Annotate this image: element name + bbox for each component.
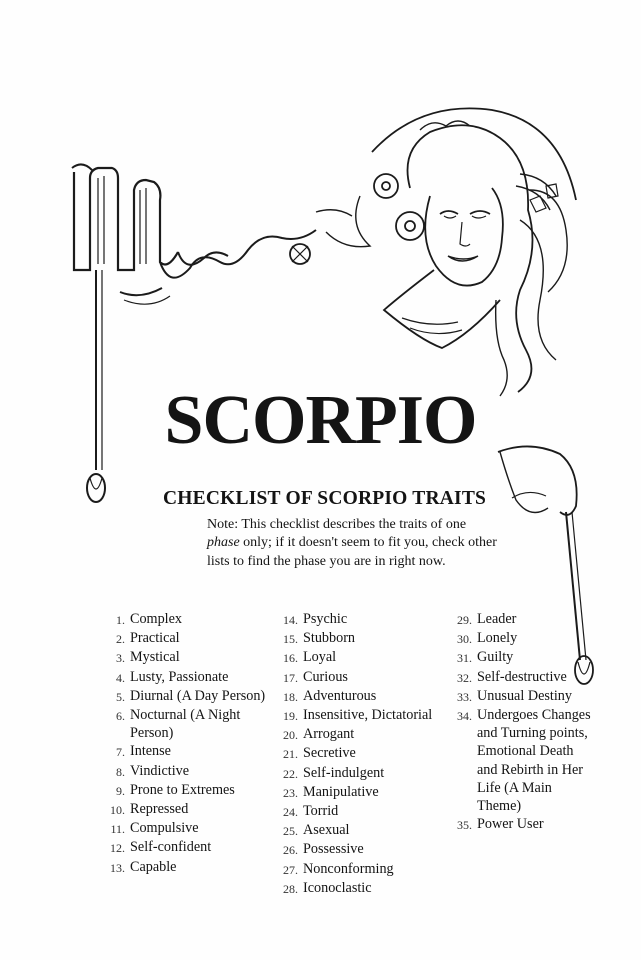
trait-item xyxy=(446,610,596,629)
checklist-note xyxy=(207,516,497,571)
trait-label: Capable xyxy=(130,858,177,875)
trait-item xyxy=(446,629,596,648)
trait-label: Insensitive, Dictatorial xyxy=(303,707,433,724)
trait-number: 1. xyxy=(116,613,125,627)
trait-number: 4. xyxy=(116,670,125,685)
traits-column-2 xyxy=(272,610,448,898)
trait-label: Diurnal (A Day Person) xyxy=(130,687,266,704)
trait-number: 14. xyxy=(283,613,298,627)
trait-item xyxy=(99,742,275,761)
trait-number: 22. xyxy=(283,766,298,781)
trait-label: Asexual xyxy=(303,822,350,839)
trait-item xyxy=(272,744,448,763)
traits-column-1 xyxy=(99,610,275,877)
trait-number: 27. xyxy=(283,862,298,877)
trait-number: 31. xyxy=(457,651,472,666)
trait-item xyxy=(446,648,596,667)
trait-label: Repressed xyxy=(130,801,189,818)
trait-item xyxy=(99,668,275,687)
trait-item xyxy=(99,819,275,838)
trait-label: Self-confident xyxy=(130,839,212,856)
trait-label: Vindictive xyxy=(130,762,190,779)
trait-item xyxy=(99,858,275,877)
trait-label: Compulsive xyxy=(130,820,199,837)
trait-label: Possessive xyxy=(303,841,364,858)
trait-item xyxy=(446,687,596,706)
trait-label: Psychic xyxy=(303,611,348,627)
trait-number: 28. xyxy=(283,881,298,896)
trait-number: 2. xyxy=(116,632,125,647)
trait-label: Undergoes Changes and Turning points, Emotional Death and Rebirth in Her Life (A Main Theme) xyxy=(477,707,591,815)
trait-number: 24. xyxy=(283,805,298,820)
trait-number: 34. xyxy=(457,709,472,724)
traits-column-3 xyxy=(446,610,596,834)
trait-item xyxy=(272,610,448,629)
trait-number: 29. xyxy=(457,613,472,627)
trait-label: Self-indulgent xyxy=(303,764,385,781)
trait-number: 20. xyxy=(283,728,298,743)
trait-item xyxy=(99,781,275,800)
trait-number: 8. xyxy=(116,764,125,779)
trait-label: Torrid xyxy=(303,803,339,820)
trait-item xyxy=(272,783,448,802)
trait-label: Arrogant xyxy=(303,726,355,743)
trait-item xyxy=(99,610,275,629)
trait-item xyxy=(99,706,275,742)
trait-label: Mystical xyxy=(130,649,180,666)
trait-item xyxy=(446,668,596,687)
trait-label: Self-destructive xyxy=(477,668,567,685)
trait-number: 12. xyxy=(110,841,125,856)
checklist-heading: CHECKLIST OF SCORPIO TRAITS xyxy=(163,488,487,509)
trait-label: Complex xyxy=(130,611,183,627)
trait-item xyxy=(272,648,448,667)
trait-label: Iconoclastic xyxy=(303,879,372,896)
trait-number: 9. xyxy=(116,783,125,798)
trait-item xyxy=(272,879,448,898)
trait-label: Secretive xyxy=(303,745,356,762)
trait-number: 21. xyxy=(283,747,298,762)
trait-number: 17. xyxy=(283,670,298,685)
trait-number: 11. xyxy=(110,822,125,837)
trait-item xyxy=(272,840,448,859)
note-text-after: only; if it doesn't seem to fit you, check other lists to find the phase you are in right now. xyxy=(207,535,497,569)
trait-label: Leader xyxy=(477,611,517,627)
note-emphasis: phase xyxy=(207,535,240,551)
trait-item xyxy=(99,838,275,857)
trait-item xyxy=(272,860,448,879)
trait-number: 6. xyxy=(116,709,125,724)
trait-label: Guilty xyxy=(477,649,514,666)
trait-number: 16. xyxy=(283,651,298,666)
trait-number: 32. xyxy=(457,670,472,685)
trait-label: Loyal xyxy=(303,649,337,666)
trait-number: 3. xyxy=(116,651,125,666)
trait-label: Nocturnal (A Night Person) xyxy=(130,707,241,742)
trait-label: Lonely xyxy=(477,630,518,647)
trait-number: 13. xyxy=(110,860,125,875)
trait-number: 30. xyxy=(457,632,472,647)
trait-label: Manipulative xyxy=(303,783,379,800)
trait-label: Curious xyxy=(303,668,348,685)
trait-number: 26. xyxy=(283,843,298,858)
trait-item xyxy=(272,802,448,821)
trait-label: Intense xyxy=(130,743,171,760)
trait-item xyxy=(446,815,596,834)
trait-number: 10. xyxy=(110,803,125,818)
trait-number: 5. xyxy=(116,689,125,704)
trait-label: Prone to Extremes xyxy=(130,781,235,798)
trait-number: 25. xyxy=(283,824,298,839)
trait-item xyxy=(272,725,448,744)
trait-label: Adventurous xyxy=(303,687,377,704)
trait-number: 19. xyxy=(283,709,298,724)
trait-number: 23. xyxy=(283,785,298,800)
page-title: SCORPIO xyxy=(164,382,477,459)
trait-number: 7. xyxy=(116,745,125,760)
trait-item xyxy=(99,687,275,706)
trait-item xyxy=(272,821,448,840)
trait-number: 15. xyxy=(283,632,298,647)
trait-item xyxy=(272,764,448,783)
trait-number: 18. xyxy=(283,689,298,704)
trait-item xyxy=(272,668,448,687)
trait-label: Stubborn xyxy=(303,630,356,647)
trait-label: Power User xyxy=(477,816,544,833)
trait-item xyxy=(99,648,275,667)
trait-item xyxy=(446,706,596,815)
trait-label: Unusual Destiny xyxy=(477,687,572,704)
trait-item xyxy=(272,706,448,725)
note-text-before: Note: This checklist describes the traits of one xyxy=(207,517,467,532)
trait-item xyxy=(99,762,275,781)
trait-label: Practical xyxy=(130,630,180,647)
trait-label: Lusty, Passionate xyxy=(130,668,229,685)
trait-item xyxy=(272,629,448,648)
trait-item xyxy=(99,629,275,648)
trait-item xyxy=(272,687,448,706)
trait-number: 33. xyxy=(457,689,472,704)
trait-label: Nonconforming xyxy=(303,860,394,877)
trait-item xyxy=(99,800,275,819)
trait-number: 35. xyxy=(457,818,472,833)
